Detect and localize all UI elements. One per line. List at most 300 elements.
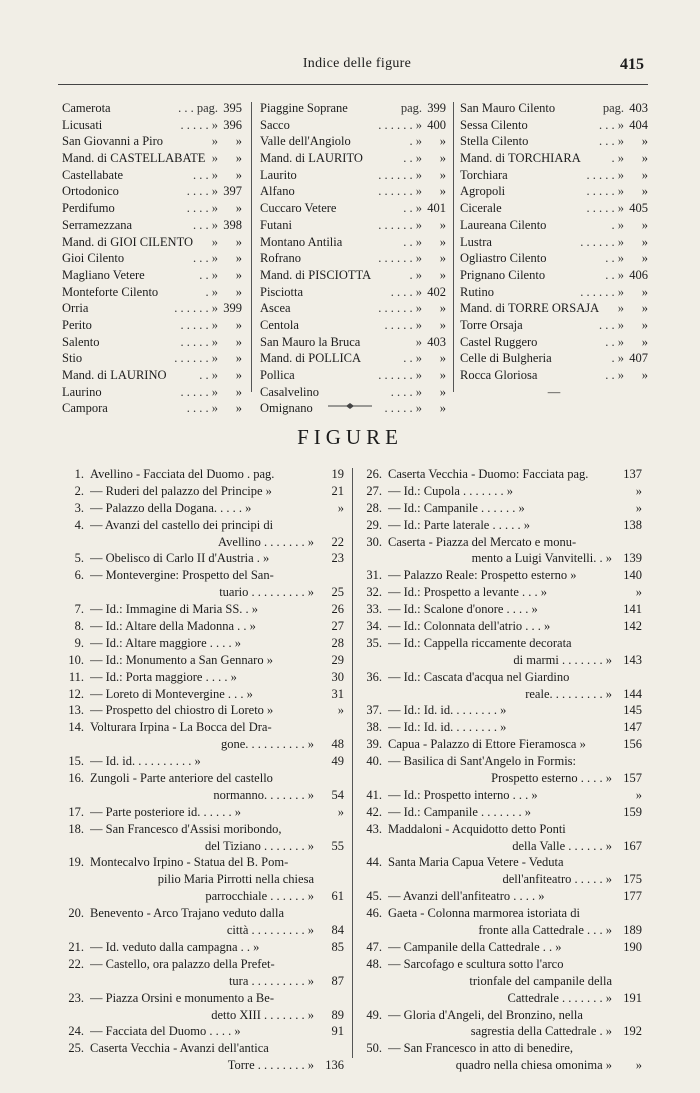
figure-line: [62, 871, 344, 888]
figures-column-right: [360, 466, 642, 1074]
figure-entry: [62, 854, 344, 905]
figure-number: 6.: [74, 568, 84, 583]
figure-line: [62, 753, 344, 770]
figure-caption: — Id.: Id. id. . . . . . . . »: [388, 720, 507, 735]
figure-number: 16.: [68, 771, 84, 786]
figure-number: 11.: [68, 669, 84, 684]
figure-line: [62, 804, 344, 821]
figure-caption: Maddaloni - Acquidotto detto Ponti: [388, 821, 566, 836]
figure-caption: Avellino - Facciata del Duomo . pag.: [90, 467, 275, 481]
figure-number: 12.: [68, 686, 84, 701]
figure-entry: [62, 567, 344, 601]
figure-line: [62, 854, 344, 871]
place-entry: [260, 300, 446, 317]
figure-entry: [360, 500, 642, 517]
place-page: »: [439, 301, 446, 316]
figure-line: [62, 517, 344, 534]
place-name: Mand. di GIOI CILENTO: [62, 234, 193, 249]
place-page: »: [439, 317, 446, 332]
place-page: »: [235, 284, 242, 299]
figure-line: [62, 905, 344, 922]
figure-entry: [62, 652, 344, 669]
place-leader: . »: [205, 284, 218, 299]
figure-entry: [62, 821, 344, 855]
figure-line: [62, 787, 344, 804]
place-leader: »: [211, 134, 218, 149]
place-leader: . . . . . »: [180, 334, 218, 349]
figure-page: »: [635, 483, 642, 498]
place-name: Gioi Cilento: [62, 251, 125, 266]
figure-caption: — Id. id. . . . . . . . . . »: [90, 754, 201, 769]
figure-caption: Caserta - Piazza del Mercato e monu-: [388, 534, 577, 549]
figure-caption: mento a Luigi Vanvitelli. . »: [471, 551, 612, 566]
figure-number: 50.: [366, 1041, 382, 1056]
figure-entry: [360, 635, 642, 669]
place-name: Stio: [62, 351, 83, 366]
figure-entry: [62, 601, 344, 618]
place-leader: . . »: [605, 267, 624, 282]
figure-page: 26: [331, 602, 344, 617]
place-page: »: [641, 251, 648, 266]
place-page: »: [641, 151, 648, 166]
figure-line: [360, 1023, 642, 1040]
place-leader: . . . . . . »: [378, 184, 422, 199]
figure-entry: [360, 702, 642, 719]
place-page: »: [641, 317, 648, 332]
figure-entry: [360, 888, 642, 905]
figure-line: [360, 854, 642, 871]
figure-caption: Montecalvo Irpino - Statua del B. Pom-: [90, 855, 289, 870]
place-page: »: [439, 184, 446, 199]
place-entry: [460, 284, 648, 301]
place-entry: [260, 317, 446, 334]
place-page: 404: [629, 117, 648, 132]
place-leader: . . »: [403, 151, 422, 166]
figure-entry: [360, 584, 642, 601]
figure-line: [62, 635, 344, 652]
figure-page: 190: [623, 939, 642, 954]
figure-number: 8.: [74, 619, 84, 634]
figure-line: [360, 1057, 642, 1074]
figure-caption: — Montevergine: Prospetto del San-: [90, 568, 274, 583]
figure-entry: [62, 686, 344, 703]
place-leader: . . . . . . »: [580, 284, 624, 299]
place-name: San Mauro la Bruca: [260, 334, 361, 349]
place-entry: [460, 100, 648, 117]
figure-caption: Avellino . . . . . . . »: [218, 534, 314, 549]
place-name: Monteforte Cilento: [62, 284, 159, 299]
figure-line: [360, 635, 642, 652]
figure-entry: [62, 990, 344, 1024]
figure-page: 49: [331, 754, 344, 769]
figure-page: 156: [623, 737, 642, 752]
figure-entry: [360, 787, 642, 804]
place-leader: . . . . »: [390, 384, 422, 399]
figure-caption: — Id.: Monumento a San Gennaro »: [90, 652, 273, 667]
figure-caption: — Gloria d'Angeli, del Bronzino, nella: [388, 1007, 583, 1022]
place-page: »: [641, 217, 648, 232]
place-page: »: [235, 334, 242, 349]
figure-number: 35.: [366, 635, 382, 650]
header-rule: [58, 84, 648, 85]
figure-entry: [360, 736, 642, 753]
figure-number: 27.: [366, 483, 382, 498]
figure-number: 30.: [366, 534, 382, 549]
figure-caption: Gaeta - Colonna marmorea istoriata di: [388, 906, 580, 921]
place-entry: [62, 100, 242, 117]
figure-line: [62, 618, 344, 635]
place-name: Rutino: [460, 284, 495, 299]
place-page: »: [439, 401, 446, 416]
place-entry: [62, 234, 242, 251]
figure-page: 145: [623, 703, 642, 718]
figure-page: 157: [623, 771, 642, 786]
figure-entry: [360, 956, 642, 1007]
figure-entry: [62, 550, 344, 567]
figure-entry: [62, 1040, 344, 1074]
figure-entry: [62, 517, 344, 551]
figure-line: [360, 871, 642, 888]
place-page: »: [641, 368, 648, 382]
place-name: Mand. di POLLICA: [260, 351, 362, 366]
place-name: Serramezzana: [62, 217, 133, 232]
figure-line: [360, 483, 642, 500]
figures-column-left: [62, 466, 344, 1074]
column-divider: [251, 102, 252, 392]
figure-number: 7.: [74, 602, 84, 617]
place-name: Omignano: [260, 401, 313, 416]
place-leader: . . . . . . »: [378, 251, 422, 266]
figure-line: [360, 550, 642, 567]
figure-page: »: [635, 500, 642, 515]
place-name: Laurino: [62, 384, 102, 399]
figure-caption: Volturara Irpina - La Bocca del Dra-: [90, 720, 272, 735]
place-page: 405: [629, 201, 648, 216]
place-entry: [62, 217, 242, 234]
figure-caption: tuario . . . . . . . . . »: [219, 585, 314, 600]
figure-line: [360, 787, 642, 804]
figure-number: 24.: [68, 1024, 84, 1039]
figure-number: 33.: [366, 602, 382, 617]
figure-line: [360, 821, 642, 838]
figure-line: [62, 500, 344, 517]
place-name: Centola: [260, 317, 299, 332]
figure-page: 143: [623, 652, 642, 667]
place-page: »: [235, 351, 242, 366]
figure-page: 175: [623, 872, 642, 887]
place-page: »: [439, 251, 446, 266]
figure-entry: [360, 567, 642, 584]
figure-page: »: [635, 787, 642, 802]
place-leader: . . . . . . »: [580, 234, 624, 249]
figure-page: »: [337, 703, 344, 718]
figure-entry: [360, 618, 642, 635]
figure-entry: [360, 753, 642, 787]
place-entry: [460, 133, 648, 150]
place-page: 397: [223, 184, 242, 199]
figure-caption: della Valle . . . . . . »: [512, 838, 612, 853]
figure-line: [62, 1023, 344, 1040]
figure-number: 46.: [366, 906, 382, 921]
figure-caption: pilio Maria Pirrotti nella chiesa: [157, 872, 314, 887]
figure-number: 23.: [68, 990, 84, 1005]
place-entry: [260, 183, 446, 200]
place-name: Lustra: [460, 234, 492, 249]
place-name: Ascea: [260, 301, 291, 316]
figure-page: 21: [331, 483, 344, 498]
place-entry: [260, 133, 446, 150]
figure-entry: [62, 618, 344, 635]
page-number: 415: [620, 56, 644, 73]
place-name: Futani: [260, 217, 292, 232]
place-name: Mand. di TORRE ORSAJA: [460, 301, 600, 316]
figure-line: [62, 770, 344, 787]
place-entry: [62, 250, 242, 267]
figure-number: 26.: [366, 467, 382, 481]
figure-caption: — Avanzi dell'anfiteatro . . . . »: [388, 889, 545, 904]
place-name: Perito: [62, 317, 92, 332]
place-page: »: [235, 151, 242, 166]
figure-caption: — Id.: Cupola . . . . . . . »: [388, 483, 513, 498]
figure-line: [360, 584, 642, 601]
place-entry: [260, 150, 446, 167]
figure-line: [360, 922, 642, 939]
figure-entry: [360, 939, 642, 956]
figure-line: [360, 702, 642, 719]
place-page: 407: [629, 351, 648, 366]
figure-caption: — Id. veduto dalla campagna . . »: [90, 939, 260, 954]
place-page: »: [235, 317, 242, 332]
place-leader: pag.: [602, 101, 624, 115]
figure-number: 20.: [68, 906, 84, 921]
place-entry: [460, 250, 648, 267]
place-leader: . . . . . »: [586, 184, 624, 199]
figure-number: 36.: [366, 669, 382, 684]
figure-entry: [62, 1023, 344, 1040]
figure-number: 28.: [366, 500, 382, 515]
figure-caption: — Avanzi del castello dei principi di: [90, 517, 274, 532]
figure-number: 32.: [366, 585, 382, 600]
place-page: »: [641, 284, 648, 299]
place-entry: [260, 117, 446, 134]
place-entry: [460, 117, 648, 134]
figure-page: 91: [331, 1024, 344, 1039]
figure-caption: — Palazzo Reale: Prospetto esterno »: [388, 568, 577, 583]
places-index: [62, 100, 650, 416]
figure-line: [360, 1007, 642, 1024]
figure-caption: — Id.: Prospetto a levante . . . »: [388, 585, 547, 600]
figure-caption: parrocchiale . . . . . . »: [205, 889, 314, 904]
place-leader: . . . pag.: [178, 101, 218, 115]
place-page: »: [235, 134, 242, 149]
figure-entry: [62, 804, 344, 821]
place-leader: . . . . . . »: [378, 301, 422, 316]
place-page: 403: [629, 101, 648, 115]
place-page: »: [641, 184, 648, 199]
place-name: Montano Antilia: [260, 234, 343, 249]
figure-page: 55: [331, 838, 344, 853]
figure-page: 19: [331, 467, 344, 481]
place-page: »: [235, 251, 242, 266]
place-name: Casalvelino: [260, 384, 320, 399]
figure-page: 89: [331, 1007, 344, 1022]
place-leader: . . »: [403, 201, 422, 216]
place-entry: [460, 217, 648, 234]
place-entry: [62, 317, 242, 334]
figure-caption: — Sarcofago e scultura sotto l'arco: [388, 956, 564, 971]
figure-number: 19.: [68, 855, 84, 870]
places-column-3: [460, 100, 648, 400]
figure-line: [62, 1057, 344, 1074]
figure-line: [360, 804, 642, 821]
place-page: »: [439, 368, 446, 382]
figure-page: 84: [331, 923, 344, 938]
place-name: Rocca Gloriosa: [460, 368, 538, 382]
figure-line: [360, 669, 642, 686]
figure-number: 47.: [366, 939, 382, 954]
place-entry: [460, 317, 648, 334]
figure-page: 61: [331, 889, 344, 904]
place-page: 406: [629, 267, 648, 282]
figure-line: [62, 888, 344, 905]
place-name: Mand. di TORCHIARA: [460, 151, 581, 166]
place-leader: . . . . . »: [586, 201, 624, 216]
figure-entry: [62, 939, 344, 956]
place-name: Celle di Bulgheria: [460, 351, 552, 366]
place-entry: [62, 267, 242, 284]
figure-caption: — Basilica di Sant'Angelo in Formis:: [388, 754, 577, 769]
place-page: 400: [427, 117, 446, 132]
figure-caption: gone. . . . . . . . . . »: [220, 737, 314, 752]
running-title: Indice delle figure: [302, 56, 412, 71]
place-page: 402: [427, 284, 446, 299]
figure-line: [62, 990, 344, 1007]
place-page: »: [235, 384, 242, 399]
place-leader: . »: [409, 134, 422, 149]
figure-page: 22: [331, 534, 344, 549]
figure-line: [360, 939, 642, 956]
place-page: »: [439, 234, 446, 249]
figure-line: [62, 1040, 344, 1057]
figure-entry: [62, 905, 344, 939]
place-name: Licusati: [62, 117, 103, 132]
place-leader: . . »: [403, 234, 422, 249]
figure-number: 15.: [68, 754, 84, 769]
figure-line: [62, 838, 344, 855]
figure-page: 191: [623, 990, 642, 1005]
figure-line: [62, 584, 344, 601]
figure-line: [360, 753, 642, 770]
place-leader: . . . . »: [186, 201, 218, 216]
place-entry: [260, 217, 446, 234]
place-page: »: [235, 201, 242, 216]
figure-entry: [62, 770, 344, 804]
figure-caption: — Id.: Cappella riccamente decorata: [388, 635, 572, 650]
place-name: Campora: [62, 401, 108, 416]
place-name: Mand. di LAURITO: [260, 151, 363, 166]
figure-number: 2.: [74, 483, 84, 498]
figure-entry: [62, 669, 344, 686]
place-leader: . . . »: [599, 117, 624, 132]
figure-caption: Caserta Vecchia - Avanzi dell'antica: [90, 1041, 269, 1056]
figure-caption: — Parte posteriore id. . . . . . »: [90, 804, 242, 819]
place-page: »: [439, 384, 446, 399]
place-name: Valle dell'Angiolo: [260, 134, 351, 149]
figure-line: [360, 719, 642, 736]
figure-caption: — Facciata del Duomo . . . . »: [90, 1024, 241, 1039]
figure-page: 31: [331, 686, 344, 701]
place-leader: »: [211, 151, 218, 166]
figure-line: [62, 736, 344, 753]
figure-caption: — Id.: Cascata d'acqua nel Giardino: [388, 669, 570, 684]
place-leader: . . . »: [599, 134, 624, 149]
place-entry: [460, 334, 648, 351]
figure-number: 21.: [68, 939, 84, 954]
figure-page: 192: [623, 1024, 642, 1039]
figures-index: [62, 466, 650, 1073]
figure-caption: Zungoli - Parte anteriore del castello: [90, 771, 273, 786]
figure-number: 38.: [366, 720, 382, 735]
figure-number: 34.: [366, 619, 382, 634]
figure-line: [360, 517, 642, 534]
figure-entry: [62, 483, 344, 500]
figure-caption: — Campanile della Cattedrale . . »: [388, 939, 562, 954]
figure-caption: quadro nella chiesa omonima »: [455, 1058, 612, 1073]
figure-entry: [62, 702, 344, 719]
place-entry: [460, 234, 648, 251]
figure-number: 31.: [366, 568, 382, 583]
figure-line: [360, 686, 642, 703]
figure-caption: — Id.: Altare maggiore . . . . »: [90, 635, 242, 650]
place-page: 399: [223, 301, 242, 316]
figure-caption: — Id.: Parte laterale . . . . . »: [388, 517, 530, 532]
place-entry: [260, 384, 446, 401]
place-name: Cuccaro Vetere: [260, 201, 337, 216]
place-entry: [460, 367, 648, 384]
place-entry: [260, 284, 446, 301]
place-page: »: [641, 301, 648, 316]
figure-number: 42.: [366, 804, 382, 819]
place-name: Castel Ruggero: [460, 334, 538, 349]
figure-caption: — Castello, ora palazzo della Prefet-: [90, 956, 275, 971]
figure-caption: — Id.: Colonnata dell'atrio . . . »: [388, 619, 551, 634]
place-name: Camerota: [62, 101, 111, 115]
place-entry: [260, 100, 446, 117]
figure-page: 27: [331, 619, 344, 634]
place-name: Torre Orsaja: [460, 317, 523, 332]
figure-caption: trionfale del campanile della: [469, 973, 612, 988]
ornament-divider: [320, 402, 380, 410]
figure-line: [360, 601, 642, 618]
figure-page: »: [635, 585, 642, 600]
figure-line: [360, 838, 642, 855]
place-page: »: [439, 167, 446, 182]
figure-number: 10.: [68, 652, 84, 667]
figure-entry: [360, 905, 642, 939]
figure-caption: — San Francesco d'Assisi moribondo,: [90, 821, 282, 836]
place-leader: . . . »: [193, 251, 218, 266]
place-name: San Mauro Cilento: [460, 101, 556, 115]
figure-caption: — San Francesco in atto di benedire,: [388, 1041, 574, 1056]
place-entry: [260, 167, 446, 184]
place-page: »: [235, 267, 242, 282]
figure-line: [62, 686, 344, 703]
figure-entry: [360, 669, 642, 703]
figure-caption: — Id.: Porta maggiore . . . . »: [90, 669, 237, 684]
place-page: »: [439, 217, 446, 232]
place-entry: [460, 350, 648, 367]
figure-caption: — Id.: Id. id. . . . . . . . »: [388, 703, 507, 718]
